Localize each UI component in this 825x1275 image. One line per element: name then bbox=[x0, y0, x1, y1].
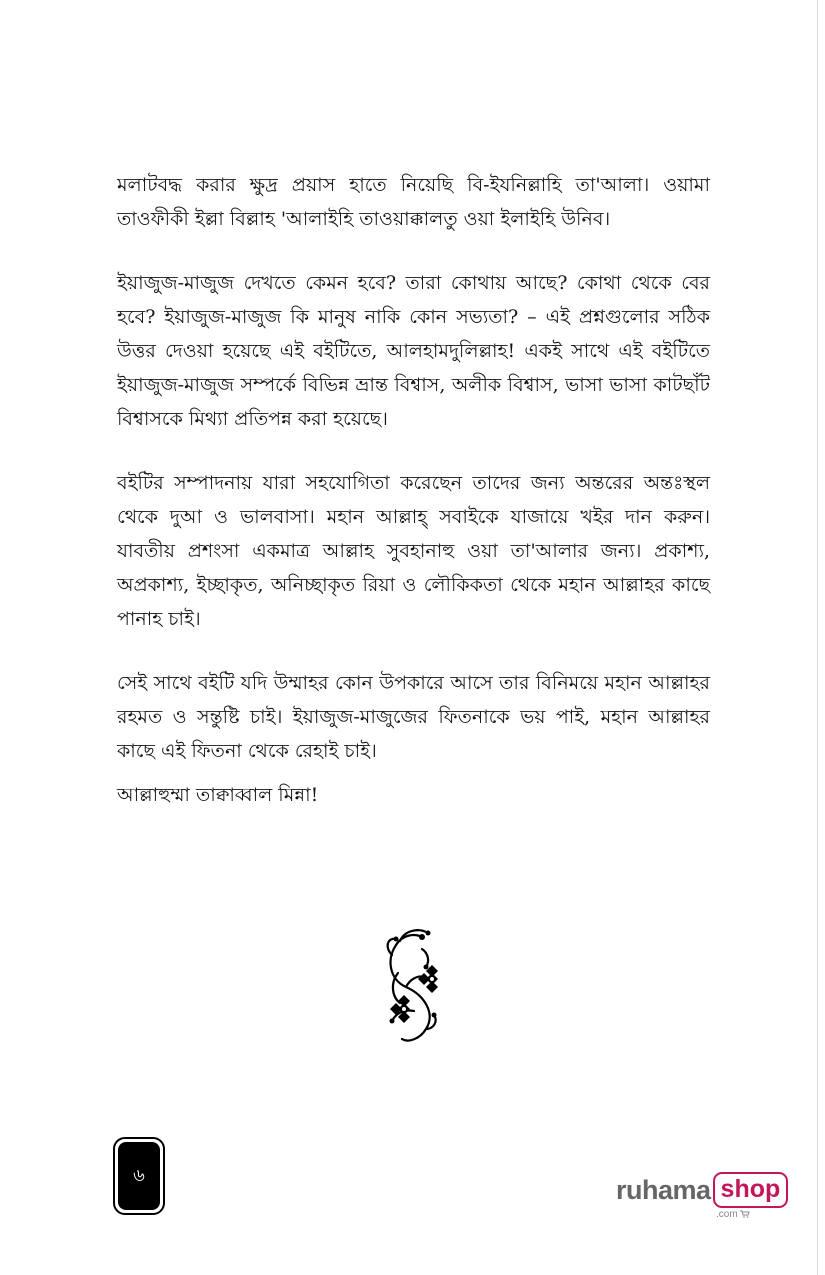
paragraph-2: ইয়াজুজ-মাজুজ দেখতে কেমন হবে? তারা কোথায় আছে? কোথা থেকে বের হবে? ইয়াজুজ-মাজুজ কি মানুষ নাকি কোন সভ্যতা? – এই প্রশ্নগুলোর সঠিক উত্তর দেওয়া হয়েছে এই বইটিতে, আলহামদুলিল্লাহ! একই সাথে এই বইটিতে ইয়াজুজ-মাজুজ সম্পর্কে বিভিন্ন ভ্রান্ত বিশ্বাস, অলীক বিশ্বাস, ভাসা ভাসা কাটছাঁট বিশ্বাসকে মিথ্যা প্রতিপন্ন করা হয়েছে। bbox=[117, 272, 710, 430]
brand-shop-badge: shop bbox=[713, 1172, 789, 1208]
paragraph-3: বইটির সম্পাদনায় যারা সহযোগিতা করেছেন তাদের জন্য অন্তরের অন্তঃস্থল থেকে দুআ ও ভালবাসা। মহান আল্লাহ্‌ সবাইকে যাজায়ে খইর দান করুন। যাবতীয় প্রশংসা একমাত্র আল্লাহ সুবহানাহু ওয়া তা'আলার জন্য। প্রকাশ্য, অপ্রকাশ্য, ইচ্ছাকৃত, অনিচ্ছাকৃত রিয়া ও লৌকিকতা থেকে মহান আল্লাহর কাছে পানাহ চাই। bbox=[117, 472, 710, 630]
brand-domain: .com bbox=[716, 1209, 750, 1220]
ruhamashop-logo bbox=[616, 1172, 788, 1208]
paragraph-1: মলাটবদ্ধ করার ক্ষুদ্র প্রয়াস হাতে নিয়েছি বি-ইযনিল্লাহি তা'আলা। ওয়ামা তাওফীকী ইল্লা বিল্লাহ 'আলাইহি তাওয়াক্কালতু ওয়া ইলাইহি উনিব। bbox=[117, 174, 710, 230]
cart-icon bbox=[740, 1209, 750, 1220]
paragraph-4: সেই সাথে বইটি যদি উম্মাহর কোন উপকারে আসে তার বিনিময়ে মহান আল্লাহর রহমত ও সন্তুষ্টি চাই। ইয়াজুজ-মাজুজের ফিতনাকে ভয় পাই, মহান আল্লাহর কাছে এই ফিতনা থেকে রেহাই চাই। bbox=[117, 672, 710, 762]
floral-vine-ornament-icon bbox=[378, 925, 448, 1047]
closing-prayer: আল্লাহুম্মা তাক্বাব্বাল মিন্না! bbox=[117, 784, 319, 806]
brand-name: ruhama bbox=[616, 1174, 711, 1205]
body-text bbox=[117, 168, 710, 798]
page-number-box bbox=[113, 1137, 165, 1215]
page-number: ৬ bbox=[133, 1164, 145, 1186]
